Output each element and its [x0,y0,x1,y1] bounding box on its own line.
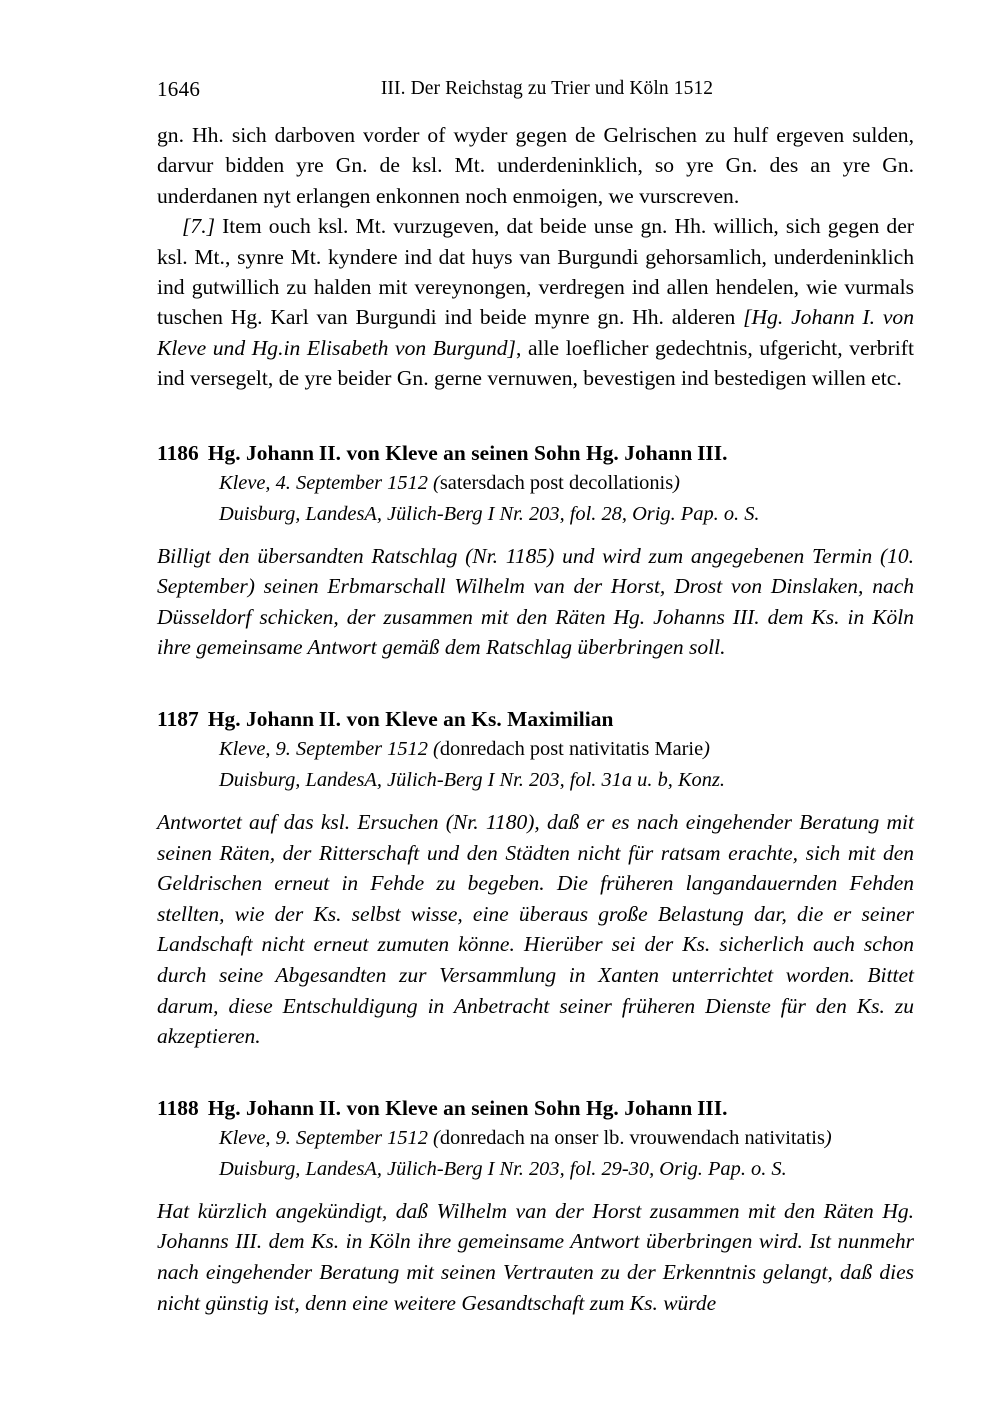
date-paren-close: ) [673,471,680,494]
paragraph-article-7 [157,211,914,393]
entry-heading-1187 [157,704,914,734]
entry-title-part-1: Hg. Johann [207,707,315,732]
entry-abstract-1187: Antwortet auf das ksl. Ersuchen (Nr. 1180), daß er es nach eingehender Beratung mit seinen Räten, der Ritterschaft und den Städten nicht für ratsam erachte, sich mit den Geldrischen erneut in Fehde zu begeben. Die früheren langandauernden Fehden stellten, wie der Ks. selbst wisse, eine überaus große Belastung dar, die er seiner Landschaft nicht erneut zumuten könne. Hierüber sei der Ks. sicherlich auch schon durch seine Abgesandten zur Versammlung in Xanten unterrichtet worden. Bittet darum, diese Entschuldigung in Anbetracht seiner früheren Dienste für den Ks. zu akzeptieren. [157,810,914,1049]
date-place: Kleve, 9. September 1512 ( [219,738,440,761]
entry-title-numeral-1: II. [318,1095,342,1120]
spacer [157,530,914,541]
date-dating-clause: donredach na onser lb. vrouwendach nativitatis [439,1126,825,1149]
entry-title-part-1: Hg. Johann [207,1095,315,1120]
entry-title-numeral-2: III. [697,1095,728,1120]
entry-title-part-1: Hg. Johann [207,440,315,465]
entry-title-part-2: von Kleve an seinen Sohn Hg. Johann [346,440,693,465]
entry-heading-1186 [157,438,914,468]
page-number: 1646 [157,77,201,101]
entry-number: 1186 [157,440,199,465]
entry-abstract-1188: Hat kürzlich angekündigt, daß Wilhelm van der Horst zusammen mit den Räten Hg. Johanns III. dem Ks. in Köln ihre gemeinsame Antwort überbringen wird. Ist nunmehr nach eingehender Beratung mit seinen Vertrauten zu der Erkenntnis gelangt, daß dies nicht günstig ist, denn eine weitere Gesandtschaft zum Ks. würde [157,1198,914,1315]
date-place: Kleve, 4. September 1512 ( [219,471,440,494]
entry-source-line-1187: Duisburg, LandesA, Jülich-Berg I Nr. 203, fol. 31a u. b, Konz. [219,769,725,792]
paragraph-continued: gn. Hh. sich darboven vorder of wyder gegen de Gelrischen zu hulf ergeven sulden, darvur bidden yre Gn. de ksl. Mt. underdeninklich, so yre Gn. des an yre Gn. underdanen nyt erlangen enkonnen noch enmoigen, we vurscreven. [157,123,914,208]
spacer [157,1185,914,1196]
entry-number: 1187 [157,707,199,732]
article-text-before: Item ouch ksl. Mt. vurzugeven, dat beide unse gn. Hh. willich, sich gegen der ksl. Mt., synre Mt. kyndere ind dat huys van Burgundi gehorsamlich, underdeninklich ind gutwillich zu halden mit vereynongen, verdregen ind allen hendelen, wie vurmals tuschen Hg. Karl van Burgundi ind beide mynre gn. Hh. alderen [157,214,914,330]
date-paren-close: ) [824,1126,832,1149]
entry-date-line-1186 [157,468,914,499]
spacer [157,663,914,704]
entry-number: 1188 [157,1095,199,1120]
date-dating-clause: satersdach post decollationis [439,471,674,494]
entry-title-numeral-1: II. [318,707,342,732]
spacer [157,394,914,438]
entry-date-line-1187 [157,734,914,765]
running-title: III. Der Reichstag zu Trier und Köln 1512 [380,78,714,99]
text-column [157,120,914,1318]
entry-abstract-1186: Billigt den übersandten Ratschlag (Nr. 1185) und wird zum angegebenen Termin (10. September) seinen Erbmarschall Wilhelm van der Horst, Drost von Dinslaken, nach Düsseldorf schicken, der zusammen mit den Räten Hg. Johanns III. dem Ks. in Köln ihre gemeinsame Antwort gemäß dem Ratschlag überbringen soll. [157,543,914,660]
date-paren-close: ) [703,738,710,761]
entry-source-line-1186: Duisburg, LandesA, Jülich-Berg I Nr. 203, fol. 28, Orig. Pap. o. S. [219,502,760,525]
running-header [157,76,913,102]
entry-title-part-2: von Kleve an Ks. Maximilian [346,707,614,732]
editorial-insertion: [Hg. Johann I. von Kleve und Hg.in Elisabeth von Burgund] [157,305,914,360]
entry-source-line-1188: Duisburg, LandesA, Jülich-Berg I Nr. 203, fol. 29-30, Orig. Pap. o. S. [219,1157,787,1180]
spacer [157,796,914,807]
article-marker: [7.] [182,214,216,239]
entry-date-line-1188 [157,1123,914,1154]
article-text-after: , alle loeflicher gedechtnis, ufgericht, verbrift ind versegelt, de yre beider Gn. gerne vernuwen, bevestigen ind bestedigen willen etc. [157,335,914,391]
entry-title-part-2: von Kleve an seinen Sohn Hg. Johann [346,1095,693,1120]
spacer [157,1052,914,1093]
date-place: Kleve, 9. September 1512 ( [219,1126,440,1149]
date-dating-clause: donredach post nativitatis Marie [439,738,704,761]
entry-heading-1188 [157,1093,914,1123]
entry-title-numeral-1: II. [318,440,342,465]
entry-title-numeral-2: III. [697,440,728,465]
